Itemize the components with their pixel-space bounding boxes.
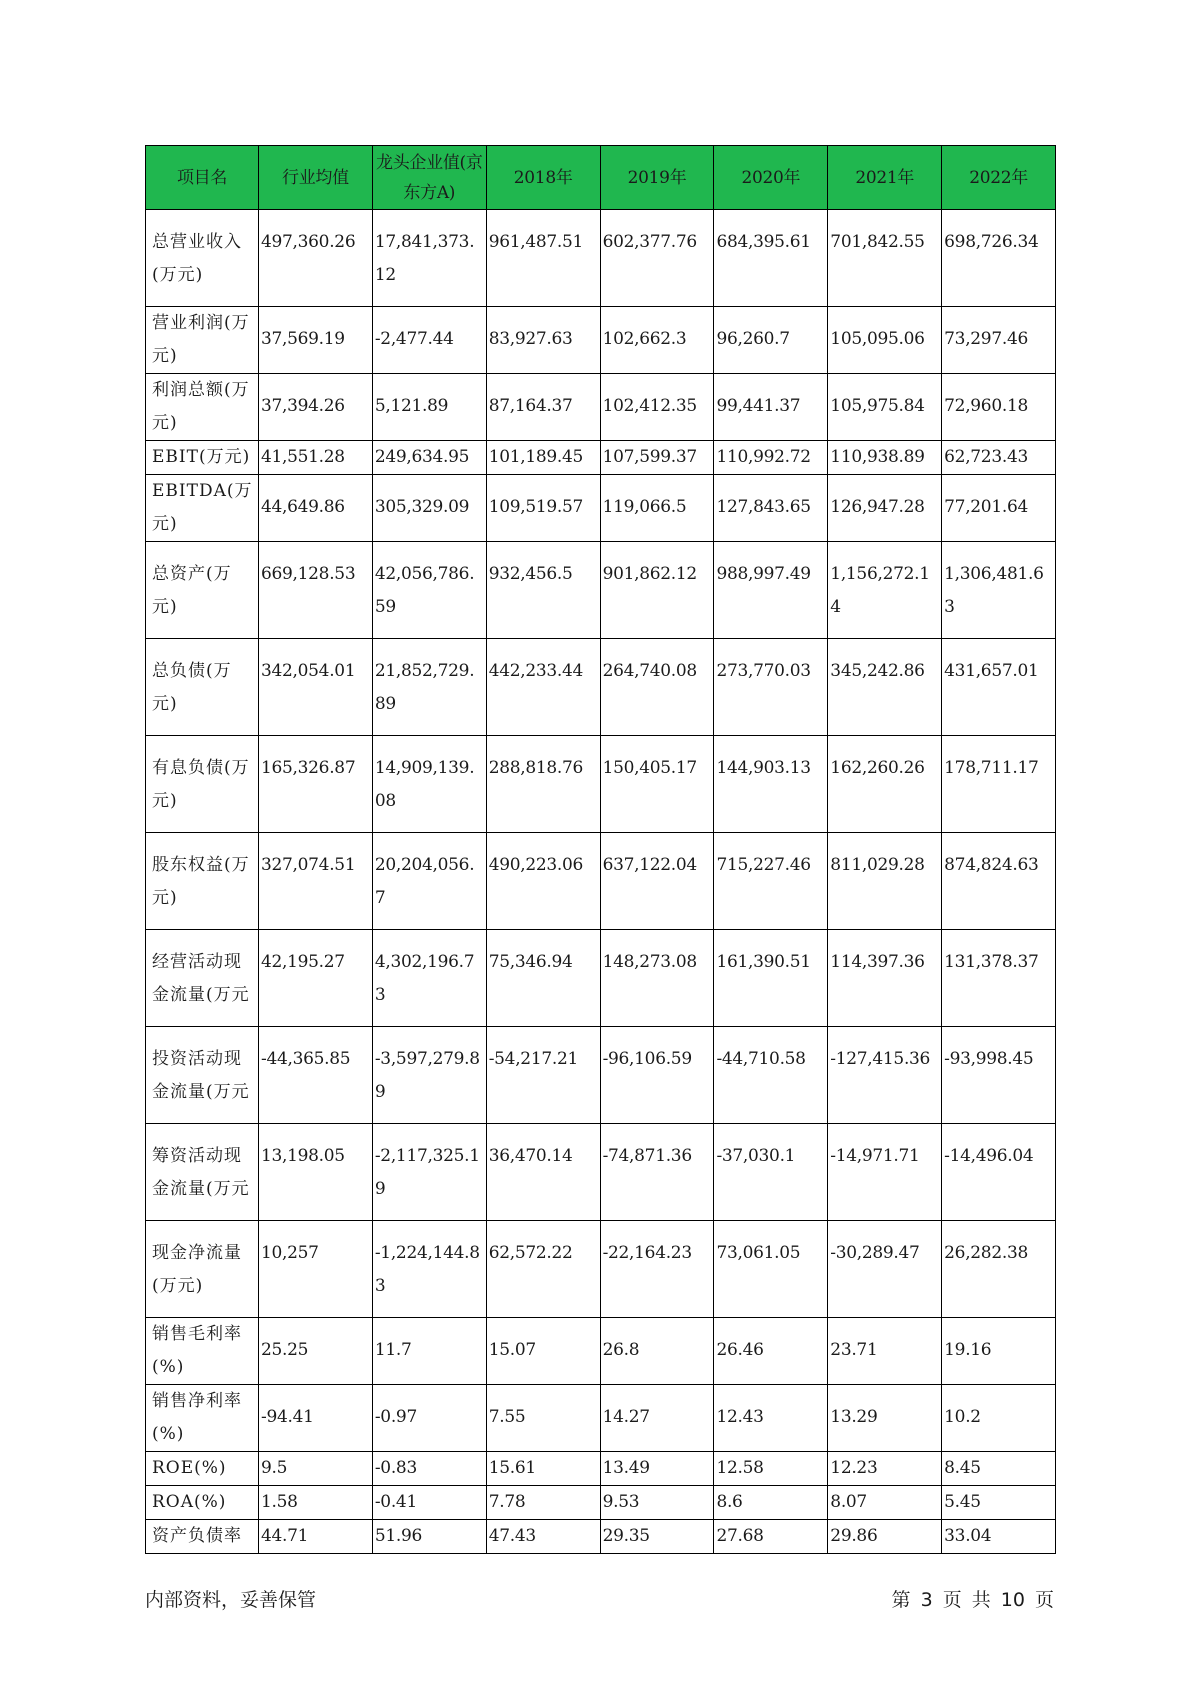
table-cell: 431,657.01 [942, 639, 1056, 736]
table-cell: 42,056,786.59 [372, 542, 486, 639]
table-cell: 264,740.08 [600, 639, 714, 736]
table-cell: 10,257 [259, 1221, 373, 1318]
table-cell: 602,377.76 [600, 210, 714, 307]
table-cell: 13.29 [828, 1385, 942, 1452]
table-cell: 345,242.86 [828, 639, 942, 736]
table-cell: 249,634.95 [372, 441, 486, 475]
table-cell: 698,726.34 [942, 210, 1056, 307]
table-cell: 26.8 [600, 1318, 714, 1385]
row-label: EBIT(万元) [146, 441, 259, 475]
table-row [146, 542, 1056, 639]
table-cell: -14,496.04 [942, 1124, 1056, 1221]
table-cell: 51.96 [372, 1520, 486, 1554]
table-cell: 305,329.09 [372, 475, 486, 542]
row-label: 总负债(万元) [146, 639, 259, 736]
table-cell: 1.58 [259, 1486, 373, 1520]
table-cell: -0.41 [372, 1486, 486, 1520]
table-cell: 73,061.05 [714, 1221, 828, 1318]
table-cell: -127,415.36 [828, 1027, 942, 1124]
row-label: 经营活动现金流量(万元 [146, 930, 259, 1027]
table-cell: -74,871.36 [600, 1124, 714, 1221]
table-cell: 126,947.28 [828, 475, 942, 542]
table-cell: 131,378.37 [942, 930, 1056, 1027]
table-cell: 14.27 [600, 1385, 714, 1452]
table-row [146, 930, 1056, 1027]
row-label: 总营业收入(万元) [146, 210, 259, 307]
table-row [146, 1221, 1056, 1318]
row-label: ROE(%) [146, 1452, 259, 1486]
table-cell: 96,260.7 [714, 307, 828, 374]
table-row [146, 1385, 1056, 1452]
table-cell: -14,971.71 [828, 1124, 942, 1221]
table-cell: -94.41 [259, 1385, 373, 1452]
table-cell: 327,074.51 [259, 833, 373, 930]
table-cell: 148,273.08 [600, 930, 714, 1027]
header-item-name: 项目名 [146, 146, 259, 210]
financial-table-container [145, 145, 1055, 1554]
table-row [146, 1520, 1056, 1554]
row-label: ROA(%) [146, 1486, 259, 1520]
table-cell: 41,551.28 [259, 441, 373, 475]
table-cell: -3,597,279.89 [372, 1027, 486, 1124]
table-cell: 8.07 [828, 1486, 942, 1520]
table-cell: 701,842.55 [828, 210, 942, 307]
table-cell: -44,710.58 [714, 1027, 828, 1124]
table-cell: -37,030.1 [714, 1124, 828, 1221]
table-cell: 105,095.06 [828, 307, 942, 374]
table-cell: 33.04 [942, 1520, 1056, 1554]
table-cell: 19.16 [942, 1318, 1056, 1385]
table-cell: 10.2 [942, 1385, 1056, 1452]
table-cell: 42,195.27 [259, 930, 373, 1027]
table-cell: 9.5 [259, 1452, 373, 1486]
row-label: 利润总额(万元) [146, 374, 259, 441]
footer-confidential-note: 内部资料，妥善保管 [145, 1589, 317, 1611]
table-cell: -1,224,144.83 [372, 1221, 486, 1318]
header-2018: 2018年 [486, 146, 600, 210]
table-cell: -54,217.21 [486, 1027, 600, 1124]
table-cell: 13.49 [600, 1452, 714, 1486]
table-cell: 119,066.5 [600, 475, 714, 542]
table-cell: 5,121.89 [372, 374, 486, 441]
table-cell: 114,397.36 [828, 930, 942, 1027]
table-cell: 15.07 [486, 1318, 600, 1385]
table-cell: 8.6 [714, 1486, 828, 1520]
table-cell: 342,054.01 [259, 639, 373, 736]
header-2020: 2020年 [714, 146, 828, 210]
table-cell: 9.53 [600, 1486, 714, 1520]
table-cell: 62,723.43 [942, 441, 1056, 475]
table-cell: 12.23 [828, 1452, 942, 1486]
table-cell: 874,824.63 [942, 833, 1056, 930]
row-label: EBITDA(万元) [146, 475, 259, 542]
table-cell: 47.43 [486, 1520, 600, 1554]
table-cell: 25.25 [259, 1318, 373, 1385]
row-label: 营业利润(万元) [146, 307, 259, 374]
header-industry-avg: 行业均值 [259, 146, 373, 210]
table-cell: -22,164.23 [600, 1221, 714, 1318]
table-cell: 497,360.26 [259, 210, 373, 307]
table-cell: 62,572.22 [486, 1221, 600, 1318]
table-cell: 36,470.14 [486, 1124, 600, 1221]
table-cell: 101,189.45 [486, 441, 600, 475]
table-cell: 23.71 [828, 1318, 942, 1385]
table-cell: 87,164.37 [486, 374, 600, 441]
table-cell: -96,106.59 [600, 1027, 714, 1124]
row-label: 筹资活动现金流量(万元 [146, 1124, 259, 1221]
table-cell: 77,201.64 [942, 475, 1056, 542]
table-row [146, 475, 1056, 542]
table-cell: 988,997.49 [714, 542, 828, 639]
table-cell: 901,862.12 [600, 542, 714, 639]
table-cell: 5.45 [942, 1486, 1056, 1520]
table-cell: 15.61 [486, 1452, 600, 1486]
table-row [146, 639, 1056, 736]
table-cell: 26,282.38 [942, 1221, 1056, 1318]
row-label: 总资产(万元) [146, 542, 259, 639]
table-cell: 637,122.04 [600, 833, 714, 930]
row-label: 销售净利率(%) [146, 1385, 259, 1452]
table-cell: -0.83 [372, 1452, 486, 1486]
table-cell: 8.45 [942, 1452, 1056, 1486]
table-row [146, 1486, 1056, 1520]
table-cell: 110,938.89 [828, 441, 942, 475]
row-label: 资产负债率 [146, 1520, 259, 1554]
table-cell: 17,841,373.12 [372, 210, 486, 307]
header-2021: 2021年 [828, 146, 942, 210]
table-cell: 288,818.76 [486, 736, 600, 833]
table-row [146, 210, 1056, 307]
header-2022: 2022年 [942, 146, 1056, 210]
table-cell: 75,346.94 [486, 930, 600, 1027]
table-cell: 27.68 [714, 1520, 828, 1554]
table-cell: 1,156,272.14 [828, 542, 942, 639]
table-cell: 490,223.06 [486, 833, 600, 930]
table-cell: 109,519.57 [486, 475, 600, 542]
table-cell: 165,326.87 [259, 736, 373, 833]
row-label: 现金净流量(万元) [146, 1221, 259, 1318]
table-cell: 7.55 [486, 1385, 600, 1452]
header-leader-value: 龙头企业值(京东方A) [372, 146, 486, 210]
table-cell: 29.35 [600, 1520, 714, 1554]
table-cell: 811,029.28 [828, 833, 942, 930]
table-cell: 669,128.53 [259, 542, 373, 639]
table-cell: 110,992.72 [714, 441, 828, 475]
table-cell: 442,233.44 [486, 639, 600, 736]
table-cell: 102,412.35 [600, 374, 714, 441]
table-cell: 4,302,196.73 [372, 930, 486, 1027]
table-cell: -2,117,325.19 [372, 1124, 486, 1221]
table-row [146, 1452, 1056, 1486]
table-header-row [146, 146, 1056, 210]
table-cell: 37,394.26 [259, 374, 373, 441]
table-cell: 44,649.86 [259, 475, 373, 542]
table-cell: -2,477.44 [372, 307, 486, 374]
table-cell: 73,297.46 [942, 307, 1056, 374]
table-cell: 29.86 [828, 1520, 942, 1554]
row-label: 有息负债(万元) [146, 736, 259, 833]
table-cell: 12.43 [714, 1385, 828, 1452]
table-cell: 12.58 [714, 1452, 828, 1486]
table-cell: 20,204,056.7 [372, 833, 486, 930]
table-cell: 83,927.63 [486, 307, 600, 374]
table-cell: 21,852,729.89 [372, 639, 486, 736]
table-cell: 150,405.17 [600, 736, 714, 833]
table-cell: 105,975.84 [828, 374, 942, 441]
table-cell: 961,487.51 [486, 210, 600, 307]
table-cell: 14,909,139.08 [372, 736, 486, 833]
table-cell: -30,289.47 [828, 1221, 942, 1318]
table-row [146, 374, 1056, 441]
footer-page-number: 第 3 页 共 10 页 [891, 1589, 1054, 1611]
table-cell: 162,260.26 [828, 736, 942, 833]
table-row [146, 307, 1056, 374]
row-label: 销售毛利率(%) [146, 1318, 259, 1385]
table-cell: 178,711.17 [942, 736, 1056, 833]
table-cell: 684,395.61 [714, 210, 828, 307]
table-row [146, 1318, 1056, 1385]
table-cell: 932,456.5 [486, 542, 600, 639]
table-cell: 102,662.3 [600, 307, 714, 374]
table-cell: 7.78 [486, 1486, 600, 1520]
table-row [146, 441, 1056, 475]
table-cell: 72,960.18 [942, 374, 1056, 441]
financial-table [145, 145, 1056, 1554]
table-row [146, 1124, 1056, 1221]
table-cell: 1,306,481.63 [942, 542, 1056, 639]
table-body [146, 210, 1056, 1554]
table-cell: 161,390.51 [714, 930, 828, 1027]
table-row [146, 833, 1056, 930]
table-cell: 273,770.03 [714, 639, 828, 736]
table-cell: -44,365.85 [259, 1027, 373, 1124]
table-row [146, 1027, 1056, 1124]
table-cell: 11.7 [372, 1318, 486, 1385]
table-cell: 37,569.19 [259, 307, 373, 374]
table-cell: 13,198.05 [259, 1124, 373, 1221]
table-cell: 44.71 [259, 1520, 373, 1554]
row-label: 股东权益(万元) [146, 833, 259, 930]
table-cell: -93,998.45 [942, 1027, 1056, 1124]
table-cell: 144,903.13 [714, 736, 828, 833]
table-cell: 107,599.37 [600, 441, 714, 475]
header-2019: 2019年 [600, 146, 714, 210]
row-label: 投资活动现金流量(万元 [146, 1027, 259, 1124]
table-cell: 26.46 [714, 1318, 828, 1385]
table-cell: 127,843.65 [714, 475, 828, 542]
table-cell: 715,227.46 [714, 833, 828, 930]
table-row [146, 736, 1056, 833]
table-cell: 99,441.37 [714, 374, 828, 441]
table-cell: -0.97 [372, 1385, 486, 1452]
